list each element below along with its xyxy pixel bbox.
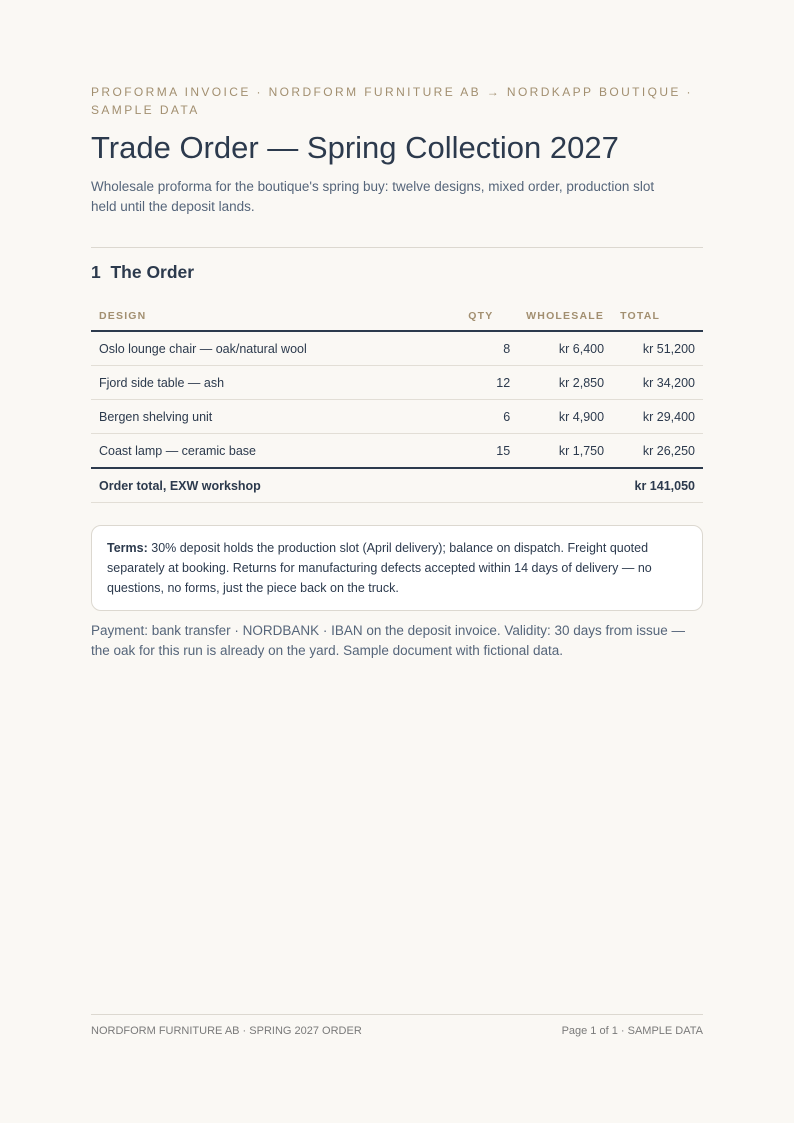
terms-text: 30% deposit holds the production slot (April delivery); balance on dispatch. Freight quoted separately at booking. Returns for manufacturing defects accepted within 14 days of delivery — no questions, no forms, just the piece back on the truck.	[107, 541, 652, 595]
qty-cell: 12	[460, 366, 518, 400]
document-lede: Wholesale proforma for the boutique's spring buy: twelve designs, mixed order, production slot held until the deposit lands.	[91, 179, 655, 214]
total-label: Order total, EXW workshop	[91, 468, 612, 503]
document-title: Trade Order — Spring Collection 2027	[91, 130, 619, 165]
terms-label: Terms:	[107, 541, 148, 555]
footer-right: Page 1 of 1 · SAMPLE DATA	[561, 1025, 703, 1037]
table-header-row	[91, 302, 703, 331]
document-eyebrow: PROFORMA INVOICE · NORDFORM FURNITURE AB → NORDKAPP BOUTIQUE · SAMPLE DATA	[91, 85, 693, 117]
section-heading	[91, 263, 703, 281]
qty-cell: 6	[460, 400, 518, 434]
total-cell: kr 26,250	[612, 434, 703, 469]
terms-box	[91, 525, 703, 611]
design-cell: Bergen shelving unit	[91, 400, 460, 434]
column-header-qty: QTY	[460, 302, 518, 331]
document-page	[91, 0, 703, 661]
wholesale-cell: kr 4,900	[518, 400, 612, 434]
table-row	[91, 434, 703, 469]
table-total-row	[91, 468, 703, 503]
table-row	[91, 400, 703, 434]
section-title: The Order	[110, 262, 195, 282]
table-row	[91, 331, 703, 366]
column-header-design: DESIGN	[91, 302, 460, 331]
payment-note: Payment: bank transfer · NORDBANK · IBAN on the deposit invoice. Validity: 30 days from issue — the oak for this run is already on the yard. Sample document with fictional data.	[91, 623, 685, 658]
footer-left: NORDFORM FURNITURE AB · SPRING 2027 ORDER	[91, 1025, 362, 1037]
wholesale-cell: kr 6,400	[518, 331, 612, 366]
column-header-wholesale: WHOLESALE	[518, 302, 612, 331]
section-divider	[91, 247, 703, 248]
table-row	[91, 366, 703, 400]
design-cell: Coast lamp — ceramic base	[91, 434, 460, 469]
design-cell: Oslo lounge chair — oak/natural wool	[91, 331, 460, 366]
qty-cell: 8	[460, 331, 518, 366]
column-header-total: TOTAL	[612, 302, 703, 331]
order-table	[91, 302, 703, 503]
wholesale-cell: kr 2,850	[518, 366, 612, 400]
total-cell: kr 51,200	[612, 331, 703, 366]
total-cell: kr 34,200	[612, 366, 703, 400]
total-cell: kr 29,400	[612, 400, 703, 434]
wholesale-cell: kr 1,750	[518, 434, 612, 469]
page-footer	[91, 1014, 703, 1037]
total-value: kr 141,050	[612, 468, 703, 503]
section-number: 1	[91, 262, 101, 282]
qty-cell: 15	[460, 434, 518, 469]
design-cell: Fjord side table — ash	[91, 366, 460, 400]
